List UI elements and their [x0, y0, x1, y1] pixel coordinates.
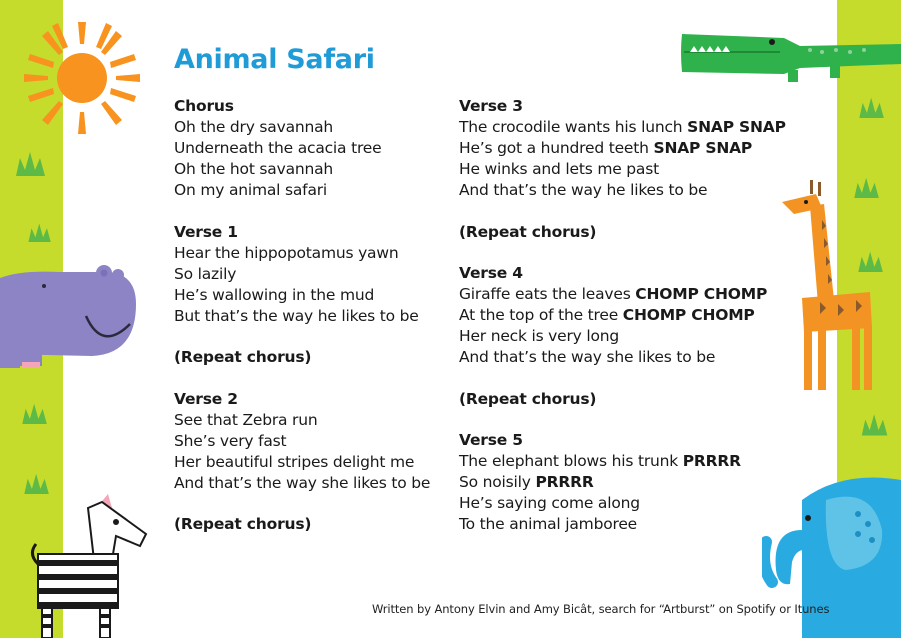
grass-icon	[26, 222, 54, 242]
section-heading: Verse 2	[174, 389, 238, 408]
lyric-line	[174, 138, 464, 159]
lyric-section	[174, 96, 464, 201]
grass-icon	[14, 150, 48, 176]
sound-effect: SNAP SNAP	[687, 118, 786, 136]
lyric-text: And that’s the way she likes to be	[459, 348, 716, 366]
lyric-line	[459, 117, 786, 138]
lyrics-right-column	[459, 96, 786, 556]
lyric-text: The crocodile wants his lunch	[459, 118, 688, 136]
sound-effect: PRRRR	[535, 473, 594, 491]
lyric-line	[459, 180, 749, 201]
section-heading: Verse 1	[174, 222, 238, 241]
lyric-line	[459, 347, 749, 368]
lyric-line	[174, 410, 464, 431]
lyric-text: Her neck is very long	[459, 327, 620, 345]
lyric-text: He’s saying come along	[459, 494, 640, 512]
lyric-line	[459, 493, 749, 514]
lyric-text: He’s wallowing in the mud	[174, 285, 375, 304]
lyric-section	[174, 389, 464, 494]
sound-effect: CHOMP CHOMP	[622, 306, 755, 324]
repeat-chorus-label: (Repeat chorus)	[459, 389, 597, 408]
lyric-text: Oh the hot savannah	[174, 160, 334, 178]
lyric-line	[459, 284, 768, 305]
lyric-line	[174, 473, 464, 494]
credit-line: Written by Antony Elvin and Amy Bicât, search for “Artburst” on Spotify or Itunes	[372, 602, 830, 616]
lyric-line	[459, 472, 749, 493]
lyric-text: Underneath the acacia tree	[174, 139, 382, 157]
crocodile-icon	[680, 30, 901, 82]
lyric-text: To the animal jamboree	[459, 515, 637, 533]
sound-effect: SNAP SNAP	[653, 139, 753, 157]
lyric-text: And that’s the way she likes to be	[174, 473, 431, 492]
lyric-line	[174, 243, 464, 264]
lyric-section	[174, 222, 464, 327]
lyric-text: So lazily	[174, 264, 237, 283]
lyric-text: But that’s the way he likes to be	[174, 306, 419, 325]
lyric-line	[174, 264, 464, 285]
grass-icon	[856, 96, 888, 118]
page-title: Animal Safari	[174, 44, 375, 75]
lyric-line	[459, 138, 753, 159]
grass-icon	[20, 402, 50, 424]
lyric-text: On my animal safari	[174, 181, 328, 199]
lyric-line	[174, 180, 464, 201]
repeat-chorus-label: (Repeat chorus)	[174, 515, 312, 533]
zebra-icon	[28, 494, 148, 638]
lyric-line	[174, 431, 464, 452]
sound-effect: CHOMP CHOMP	[635, 285, 768, 303]
lyric-text: At the top of the tree	[459, 306, 623, 324]
lyric-line	[459, 514, 749, 535]
lyric-line	[459, 159, 749, 180]
lyric-text: Hear the hippopotamus yawn	[174, 243, 399, 262]
lyric-text: He’s got a hundred teeth	[459, 139, 654, 157]
lyric-text: He winks and lets me past	[459, 160, 659, 178]
section-heading: Verse 3	[459, 97, 523, 115]
lyric-text: The elephant blows his trunk	[459, 452, 683, 470]
lyric-line	[174, 117, 464, 138]
repeat-chorus-label: (Repeat chorus)	[174, 348, 312, 366]
lyric-line	[459, 305, 755, 326]
lyrics-left-column	[174, 96, 464, 556]
lyric-section	[459, 263, 768, 368]
section-heading: Chorus	[174, 97, 234, 115]
section-heading: Verse 5	[459, 431, 523, 449]
lyric-line	[174, 159, 464, 180]
lyric-line	[174, 306, 464, 327]
sound-effect: PRRRR	[682, 452, 741, 470]
lyric-section	[459, 96, 786, 201]
lyric-line	[174, 285, 464, 306]
repeat-chorus-label: (Repeat chorus)	[459, 222, 597, 241]
lyric-line	[174, 452, 464, 473]
lyric-text: Her beautiful stripes delight me	[174, 452, 415, 471]
lyric-text: So noisily	[459, 473, 536, 491]
lyric-text: See that Zebra run	[174, 410, 318, 429]
giraffe-icon	[780, 180, 880, 396]
lyric-text: And that’s the way he likes to be	[459, 181, 708, 199]
lyric-text: Giraffe eats the leaves	[459, 285, 636, 303]
section-heading: Verse 4	[459, 264, 523, 282]
lyric-text: She’s very fast	[174, 431, 287, 450]
lyric-section	[459, 430, 749, 535]
sun-icon	[22, 14, 140, 134]
hippo-icon	[0, 258, 140, 372]
lyric-text: Oh the dry savannah	[174, 118, 334, 136]
grass-icon	[860, 412, 890, 436]
lyric-line	[459, 451, 749, 472]
lyric-line	[459, 326, 749, 347]
grass-icon	[22, 472, 52, 494]
